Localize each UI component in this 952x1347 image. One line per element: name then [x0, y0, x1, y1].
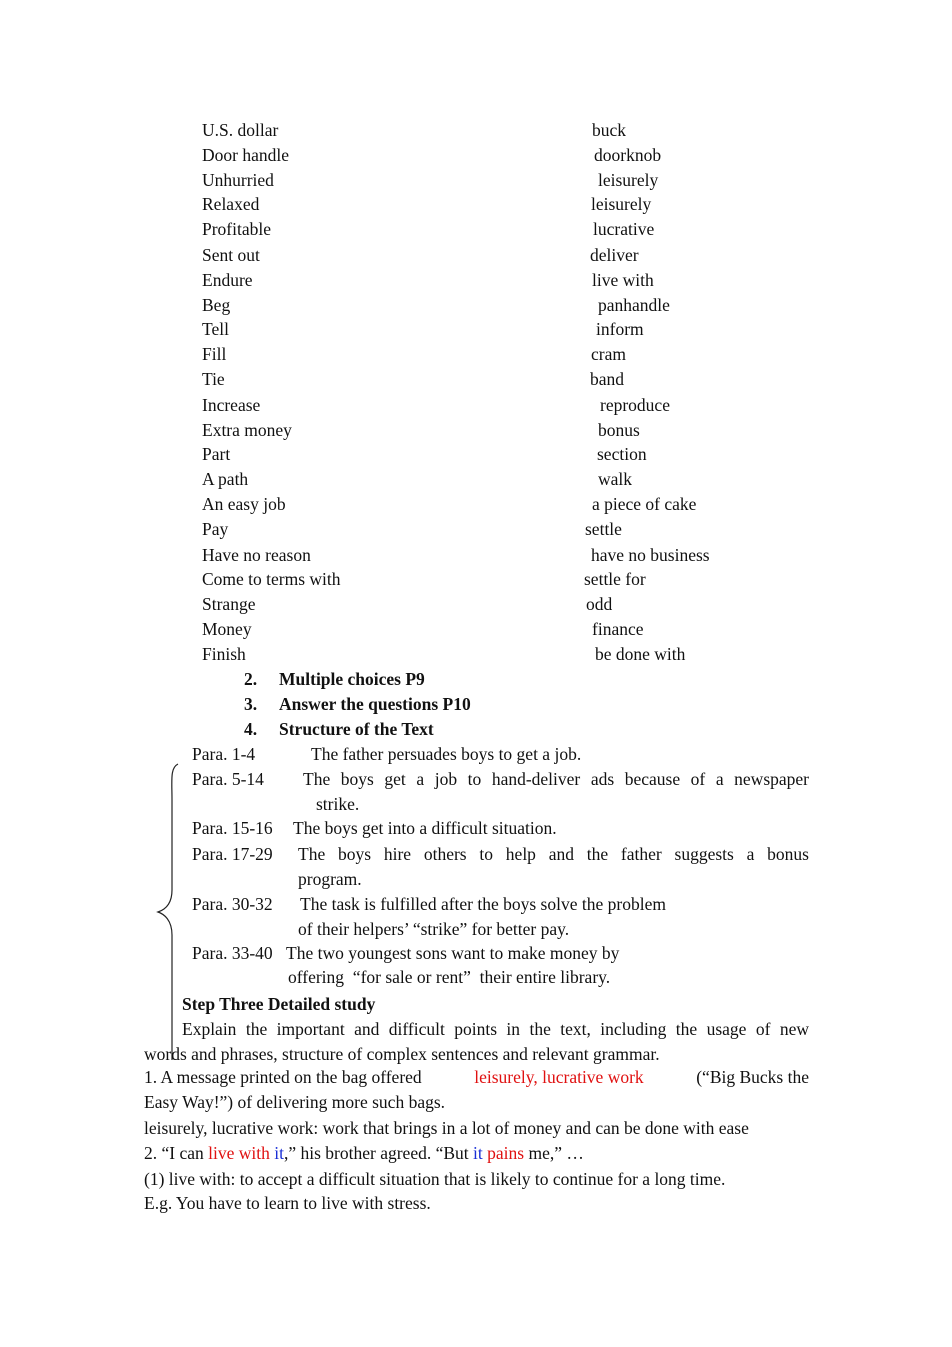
- vocab-synonym: cram: [591, 344, 626, 364]
- item-2-it-2: it: [473, 1143, 483, 1163]
- vocab-term: Fill: [202, 344, 227, 364]
- para-label: Para. 33-40: [192, 943, 273, 963]
- para-summary: The task is fulfilled after the boys solve the problem: [300, 894, 666, 914]
- vocab-synonym: odd: [586, 594, 613, 614]
- item-1-highlight: leisurely, lucrative work: [474, 1067, 644, 1087]
- vocab-term: Unhurried: [202, 170, 274, 190]
- vocab-term: Part: [202, 444, 231, 464]
- live-with-definition: (1) live with: to accept a difficult situation that is likely to continue for a long time.: [144, 1169, 726, 1189]
- vocab-term: Have no reason: [202, 545, 311, 565]
- explain-line-2: words and phrases, structure of complex sentences and relevant grammar.: [144, 1044, 660, 1064]
- vocab-synonym: settle for: [584, 569, 646, 589]
- live-with-example: E.g. You have to learn to live with stress.: [144, 1193, 431, 1213]
- item-1-suffix: (“Big Bucks the: [696, 1067, 809, 1087]
- item-1-line-2: Easy Way!”) of delivering more such bags.: [144, 1092, 446, 1112]
- vocab-term: Finish: [202, 644, 246, 664]
- list-number: 3.: [244, 694, 258, 714]
- item-1-prefix: 1. A message printed on the bag offered: [144, 1067, 422, 1087]
- vocab-synonym: doorknob: [594, 145, 662, 165]
- vocab-term: Tie: [202, 369, 225, 389]
- para-summary: The father persuades boys to get a job.: [311, 744, 582, 764]
- vocab-term: Endure: [202, 270, 253, 290]
- item-1-line: [144, 1066, 809, 1088]
- para-summary: The boys get into a difficult situation.: [293, 818, 557, 838]
- vocab-term: Relaxed: [202, 194, 260, 214]
- vocab-synonym: be done with: [595, 644, 686, 664]
- para-label: Para. 30-32: [192, 894, 273, 914]
- vocab-term: Money: [202, 619, 252, 639]
- para-summary: The two youngest sons want to make money by: [286, 943, 620, 963]
- vocab-term: An easy job: [202, 494, 286, 514]
- para-summary: The boys get a job to hand-deliver ads because of a newspaper: [303, 769, 809, 789]
- para-label: Para. 1-4: [192, 744, 256, 764]
- vocab-term: Door handle: [202, 145, 289, 165]
- para-summary-cont: offering “for sale or rent” their entire library.: [288, 967, 611, 987]
- para-label: Para. 5-14: [192, 769, 264, 789]
- vocab-term: Pay: [202, 519, 229, 539]
- para-label: Para. 17-29: [192, 844, 273, 864]
- para-summary-cont: of their helpers’ “strike” for better pay.: [298, 919, 570, 939]
- vocab-term: A path: [202, 469, 249, 489]
- vocab-synonym: walk: [598, 469, 633, 489]
- vocab-synonym: a piece of cake: [592, 494, 697, 514]
- vocab-synonym: leisurely: [598, 170, 659, 190]
- vocab-term: Increase: [202, 395, 261, 415]
- vocab-synonym: have no business: [591, 545, 710, 565]
- vocab-term: Profitable: [202, 219, 272, 239]
- item-2-g: me,” …: [528, 1143, 584, 1163]
- item-2-it: it: [274, 1143, 284, 1163]
- para-summary-cont: strike.: [316, 794, 360, 814]
- list-item: Answer the questions P10: [279, 694, 471, 714]
- vocab-term: Sent out: [202, 245, 260, 265]
- item-2-d: ,” his brother agreed. “But: [283, 1143, 469, 1163]
- vocab-synonym: inform: [596, 319, 644, 339]
- vocab-term: Beg: [202, 295, 231, 315]
- vocab-synonym: leisurely: [591, 194, 652, 214]
- section-heading: Step Three Detailed study: [182, 994, 376, 1014]
- vocab-synonym: panhandle: [598, 295, 670, 315]
- list-number: 2.: [244, 669, 258, 689]
- vocab-synonym: lucrative: [593, 219, 655, 239]
- para-summary: The boys hire others to help and the father suggests a bonus: [298, 844, 809, 864]
- vocab-term: Tell: [202, 319, 229, 339]
- vocab-synonym: bonus: [598, 420, 640, 440]
- para-summary-cont: program.: [298, 869, 362, 889]
- vocab-term: Come to terms with: [202, 569, 341, 589]
- vocab-synonym: section: [597, 444, 647, 464]
- item-2-line: [144, 1142, 584, 1164]
- curly-brace-icon: [150, 760, 182, 1070]
- list-item: Multiple choices P9: [279, 669, 425, 689]
- list-number: 4.: [244, 719, 258, 739]
- item-2-a: 2. “I can: [144, 1143, 204, 1163]
- vocab-synonym: reproduce: [600, 395, 670, 415]
- list-item: Structure of the Text: [279, 719, 434, 739]
- vocab-synonym: band: [590, 369, 625, 389]
- vocab-synonym: live with: [592, 270, 654, 290]
- vocab-synonym: settle: [585, 519, 622, 539]
- vocab-synonym: buck: [592, 120, 627, 140]
- item-2-pains: pains: [487, 1143, 525, 1163]
- para-label: Para. 15-16: [192, 818, 273, 838]
- item-1-definition: leisurely, lucrative work: work that brings in a lot of money and can be done with ease: [144, 1118, 749, 1138]
- vocab-term: U.S. dollar: [202, 120, 279, 140]
- vocab-term: Extra money: [202, 420, 292, 440]
- explain-line-1: Explain the important and difficult points in the text, including the usage of new: [182, 1019, 809, 1039]
- vocab-synonym: finance: [592, 619, 644, 639]
- vocab-term: Strange: [202, 594, 256, 614]
- vocab-synonym: deliver: [590, 245, 639, 265]
- item-2-live-with: live with: [208, 1143, 270, 1163]
